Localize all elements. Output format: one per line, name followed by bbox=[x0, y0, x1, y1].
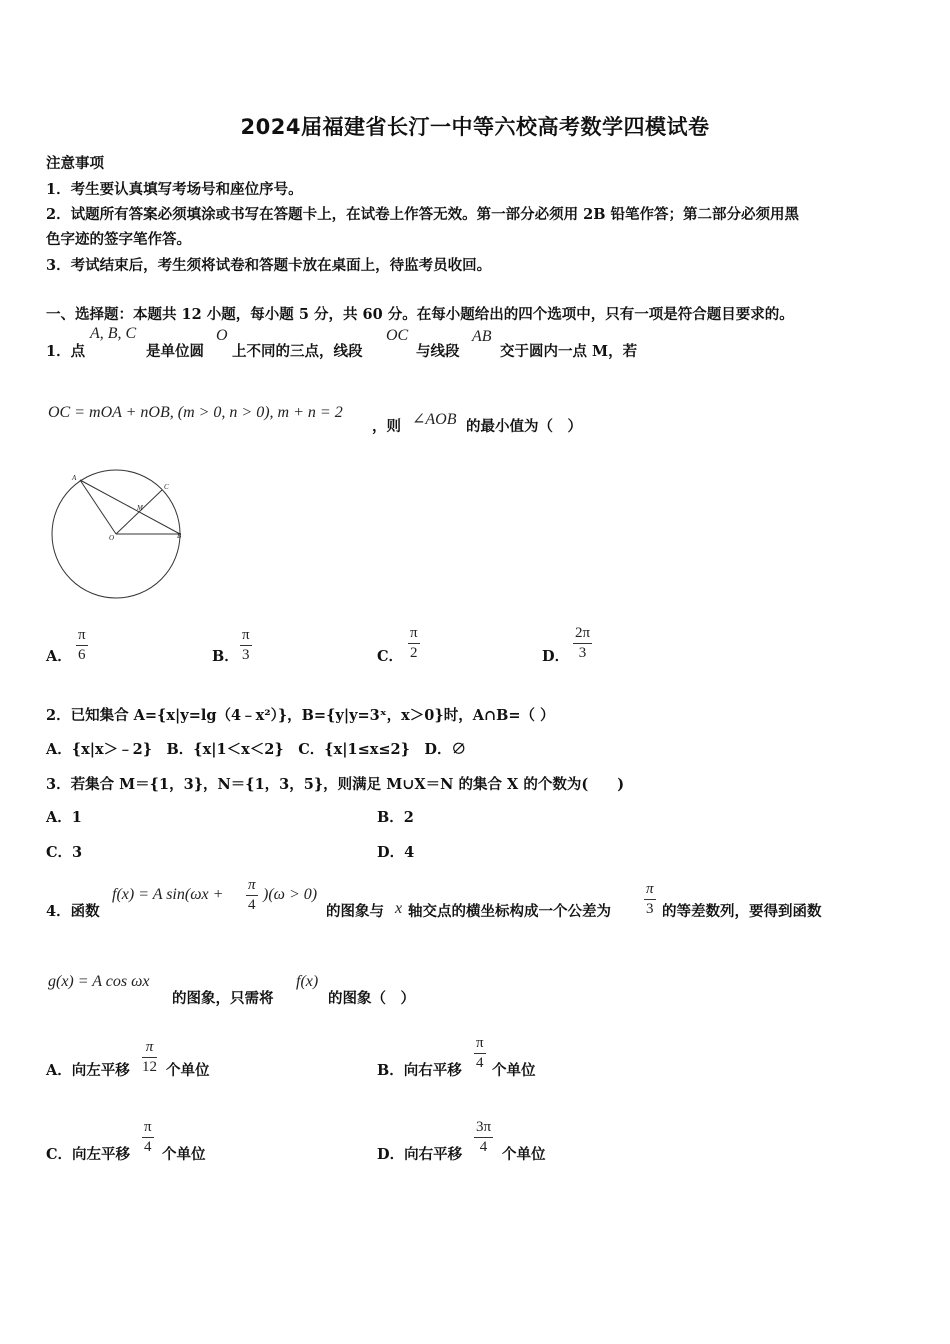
label-c: C bbox=[164, 483, 169, 491]
notice-heading: 注意事项 bbox=[46, 155, 104, 172]
q4-x-var: x bbox=[395, 900, 403, 917]
label-a: A bbox=[72, 474, 77, 482]
q4-option-d-post: 个单位 bbox=[502, 1146, 546, 1163]
q4-text-4: 的图象，只需将 bbox=[172, 990, 274, 1007]
page-title: 2024届福建省长汀一中等六校高考数学四模试卷 bbox=[240, 115, 710, 139]
notice-item-3: 3．考试结束后，考生须将试卷和答题卡放在桌面上，待监考员收回。 bbox=[46, 257, 492, 274]
q4-option-d-fraction bbox=[474, 1120, 493, 1155]
q1-option-c-label: C． bbox=[377, 648, 404, 665]
q1-option-c-den: 2 bbox=[410, 645, 418, 661]
q4-f-fraction bbox=[246, 878, 258, 913]
q4-option-c-num: π bbox=[144, 1119, 152, 1135]
q1-text-6: 的最小值为（ ） bbox=[466, 418, 582, 435]
q4-option-b-fraction bbox=[474, 1036, 486, 1071]
q1-option-b-fraction bbox=[240, 628, 252, 663]
q1-angle: ∠AOB bbox=[412, 411, 457, 428]
q4-f-num: π bbox=[248, 877, 256, 893]
q4-option-c-pre: C．向左平移 bbox=[46, 1146, 131, 1163]
q3-option-b: B．2 bbox=[377, 809, 414, 826]
q1-option-a-label: A． bbox=[46, 648, 72, 665]
q3-option-a: A．1 bbox=[46, 809, 82, 826]
q4-option-c-den: 4 bbox=[144, 1139, 152, 1155]
q4-option-a-den: 12 bbox=[142, 1059, 157, 1075]
q4-g-function: g(x) = A cos ωx bbox=[48, 973, 150, 990]
q1-option-d-label: D． bbox=[542, 648, 570, 665]
q4-diff-den: 3 bbox=[646, 901, 654, 917]
q1-text-2: 上不同的三点，线段 bbox=[232, 343, 363, 360]
section-heading: 一、选择题：本题共 12 小题，每小题 5 分，共 60 分。在每小题给出的四个选项中，只有一项是符合题目要求的。 bbox=[46, 306, 794, 323]
q1-option-b-num: π bbox=[242, 627, 250, 643]
q1-text-4: 交于圆内一点 M，若 bbox=[500, 343, 638, 360]
q4-fx: f(x) bbox=[296, 973, 319, 990]
q1-option-a-fraction bbox=[76, 628, 88, 663]
q1-option-b-label: B． bbox=[212, 648, 239, 665]
q1-seg-oc: OC bbox=[386, 327, 409, 344]
q1-option-d-fraction bbox=[573, 626, 592, 661]
q3-option-d: D．4 bbox=[377, 844, 415, 861]
q1-option-d-den: 3 bbox=[578, 645, 587, 661]
notice-item-2-cont: 色字迹的签字笔作答。 bbox=[46, 231, 191, 248]
q4-text-5: 的图象（ ） bbox=[328, 990, 415, 1007]
notice-item-1: 1．考生要认真填写考场号和座位序号。 bbox=[46, 181, 303, 198]
q3-stem: 3．若集合 M＝{1，3}，N＝{1，3，5}，则满足 M∪X＝N 的集合 X 的个数为( ) bbox=[46, 776, 625, 793]
q4-option-c-fraction bbox=[142, 1120, 154, 1155]
q4-number: 4．函数 bbox=[46, 903, 100, 920]
q1-seg-ab: AB bbox=[472, 328, 492, 345]
q4-f-den: 4 bbox=[248, 897, 256, 913]
q4-diff-fraction bbox=[644, 882, 656, 917]
q1-text-1: 是单位圆 bbox=[146, 343, 204, 360]
q4-text-1: 的图象与 bbox=[326, 903, 384, 920]
q2-stem: 2．已知集合 A={x|y=lg（4﹣x²）}，B={y|y=3ˣ，x＞0}时，A∩B=（ ） bbox=[46, 707, 555, 724]
q1-option-d-num: 2π bbox=[575, 625, 591, 641]
q4-diff-num: π bbox=[646, 881, 654, 897]
q4-option-b-pre: B．向右平移 bbox=[377, 1062, 462, 1079]
label-o: O bbox=[109, 534, 115, 542]
q4-option-d-pre: D．向右平移 bbox=[377, 1146, 463, 1163]
q1-option-c-fraction bbox=[408, 626, 420, 661]
q4-option-a-post: 个单位 bbox=[166, 1062, 210, 1079]
q4-option-d-num: 3π bbox=[476, 1119, 492, 1135]
q1-condition: OC = mOA + nOB, (m > 0, n > 0), m + n = 2 bbox=[48, 404, 343, 421]
q1-number: 1．点 bbox=[46, 343, 86, 360]
q1-text-5: ，则 bbox=[372, 418, 401, 435]
q4-option-b-den: 4 bbox=[476, 1055, 484, 1071]
q4-option-a-num: π bbox=[145, 1039, 154, 1055]
q4-text-2: 轴交点的横坐标构成一个公差为 bbox=[408, 903, 611, 920]
q1-option-b-den: 3 bbox=[242, 647, 250, 663]
q4-option-b-num: π bbox=[476, 1035, 484, 1051]
q4-option-d-den: 4 bbox=[479, 1139, 488, 1155]
q1-points: A, B, C bbox=[90, 325, 137, 342]
q4-option-a-fraction bbox=[142, 1040, 157, 1075]
q1-circle-o: O bbox=[216, 327, 228, 344]
q4-f-right: )(ω > 0) bbox=[263, 886, 318, 903]
q4-f-left: f(x) = A sin(ωx + bbox=[112, 886, 224, 903]
q1-option-c-num: π bbox=[410, 625, 418, 641]
q1-unit-circle-figure bbox=[44, 458, 224, 608]
q4-option-b-post: 个单位 bbox=[492, 1062, 536, 1079]
q3-option-c: C．3 bbox=[46, 844, 83, 861]
q4-option-c-post: 个单位 bbox=[162, 1146, 206, 1163]
label-m: M bbox=[137, 504, 143, 512]
q2-options: A．{x|x＞﹣2} B．{x|1＜x＜2} C．{x|1≤x≤2} D．∅ bbox=[46, 741, 467, 758]
q1-option-a-num: π bbox=[78, 627, 86, 643]
q1-text-3: 与线段 bbox=[416, 343, 460, 360]
label-b: B bbox=[177, 532, 182, 540]
q1-option-a-den: 6 bbox=[78, 647, 86, 663]
q4-option-a-pre: A．向左平移 bbox=[46, 1062, 130, 1079]
q4-text-3: 的等差数列，要得到函数 bbox=[662, 903, 822, 920]
notice-item-2: 2．试题所有答案必须填涂或书写在答题卡上，在试卷上作答无效。第一部分必须用 2B 铅笔作答；第二部分必须用黑 bbox=[46, 206, 800, 223]
segment-oa bbox=[80, 480, 116, 534]
